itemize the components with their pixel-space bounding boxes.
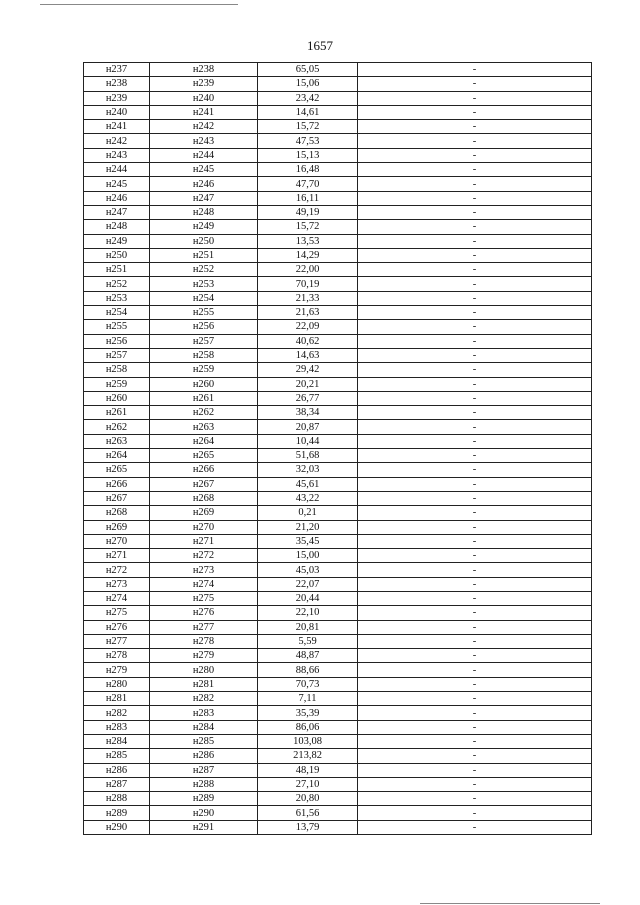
note-cell: -: [358, 649, 592, 663]
note-cell: -: [358, 234, 592, 248]
to-point-cell: н251: [150, 248, 258, 262]
table-row: [84, 520, 592, 534]
table-row: [84, 63, 592, 77]
note-cell: -: [358, 692, 592, 706]
from-point-cell: н283: [84, 720, 150, 734]
from-point-cell: н258: [84, 363, 150, 377]
note-cell: -: [358, 463, 592, 477]
from-point-cell: н253: [84, 291, 150, 305]
length-cell: 15,72: [258, 220, 358, 234]
from-point-cell: н256: [84, 334, 150, 348]
to-point-cell: н258: [150, 348, 258, 362]
to-point-cell: н253: [150, 277, 258, 291]
table-row: [84, 449, 592, 463]
from-point-cell: н261: [84, 406, 150, 420]
table-row: [84, 506, 592, 520]
table-row: [84, 348, 592, 362]
note-cell: -: [358, 191, 592, 205]
table-row: [84, 663, 592, 677]
length-cell: 15,13: [258, 148, 358, 162]
note-cell: -: [358, 534, 592, 548]
to-point-cell: н245: [150, 163, 258, 177]
table-row: [84, 163, 592, 177]
length-cell: 45,61: [258, 477, 358, 491]
table-row: [84, 763, 592, 777]
from-point-cell: н270: [84, 534, 150, 548]
to-point-cell: н283: [150, 706, 258, 720]
note-cell: -: [358, 391, 592, 405]
table-row: [84, 820, 592, 834]
note-cell: -: [358, 277, 592, 291]
to-point-cell: н261: [150, 391, 258, 405]
to-point-cell: н243: [150, 134, 258, 148]
length-cell: 40,62: [258, 334, 358, 348]
table-row: [84, 620, 592, 634]
note-cell: -: [358, 120, 592, 134]
length-cell: 213,82: [258, 749, 358, 763]
note-cell: -: [358, 706, 592, 720]
note-cell: -: [358, 749, 592, 763]
length-cell: 15,00: [258, 549, 358, 563]
from-point-cell: н247: [84, 205, 150, 219]
scan-artifact-top: [40, 4, 238, 5]
from-point-cell: н251: [84, 263, 150, 277]
from-point-cell: н276: [84, 620, 150, 634]
to-point-cell: н248: [150, 205, 258, 219]
from-point-cell: н249: [84, 234, 150, 248]
length-cell: 47,53: [258, 134, 358, 148]
note-cell: -: [358, 291, 592, 305]
length-cell: 45,03: [258, 563, 358, 577]
to-point-cell: н241: [150, 105, 258, 119]
to-point-cell: н285: [150, 734, 258, 748]
to-point-cell: н280: [150, 663, 258, 677]
page-number: 1657: [307, 38, 333, 53]
table-row: [84, 491, 592, 505]
from-point-cell: н243: [84, 148, 150, 162]
to-point-cell: н271: [150, 534, 258, 548]
note-cell: -: [358, 591, 592, 605]
length-cell: 86,06: [258, 720, 358, 734]
from-point-cell: н273: [84, 577, 150, 591]
from-point-cell: н252: [84, 277, 150, 291]
note-cell: -: [358, 248, 592, 262]
note-cell: -: [358, 148, 592, 162]
note-cell: -: [358, 77, 592, 91]
length-cell: 61,56: [258, 806, 358, 820]
table-row: [84, 749, 592, 763]
table-row: [84, 320, 592, 334]
from-point-cell: н255: [84, 320, 150, 334]
table-row: [84, 148, 592, 162]
to-point-cell: н286: [150, 749, 258, 763]
table-row: [84, 792, 592, 806]
note-cell: -: [358, 577, 592, 591]
length-cell: 20,21: [258, 377, 358, 391]
to-point-cell: н284: [150, 720, 258, 734]
from-point-cell: н277: [84, 634, 150, 648]
from-point-cell: н290: [84, 820, 150, 834]
from-point-cell: н257: [84, 348, 150, 362]
length-cell: 22,07: [258, 577, 358, 591]
length-cell: 51,68: [258, 449, 358, 463]
from-point-cell: н266: [84, 477, 150, 491]
length-cell: 21,20: [258, 520, 358, 534]
length-cell: 23,42: [258, 91, 358, 105]
length-cell: 21,63: [258, 306, 358, 320]
table-row: [84, 77, 592, 91]
table-row: [84, 191, 592, 205]
to-point-cell: н273: [150, 563, 258, 577]
to-point-cell: н257: [150, 334, 258, 348]
from-point-cell: н289: [84, 806, 150, 820]
note-cell: -: [358, 663, 592, 677]
to-point-cell: н272: [150, 549, 258, 563]
to-point-cell: н249: [150, 220, 258, 234]
length-cell: 70,73: [258, 677, 358, 691]
from-point-cell: н275: [84, 606, 150, 620]
length-cell: 49,19: [258, 205, 358, 219]
from-point-cell: н248: [84, 220, 150, 234]
from-point-cell: н246: [84, 191, 150, 205]
length-cell: 5,59: [258, 634, 358, 648]
length-cell: 21,33: [258, 291, 358, 305]
length-cell: 16,11: [258, 191, 358, 205]
to-point-cell: н279: [150, 649, 258, 663]
table-row: [84, 248, 592, 262]
table-row: [84, 177, 592, 191]
length-cell: 70,19: [258, 277, 358, 291]
note-cell: -: [358, 449, 592, 463]
length-cell: 22,10: [258, 606, 358, 620]
note-cell: -: [358, 792, 592, 806]
table-row: [84, 577, 592, 591]
from-point-cell: н245: [84, 177, 150, 191]
table-row: [84, 777, 592, 791]
note-cell: -: [358, 91, 592, 105]
table-row: [84, 291, 592, 305]
note-cell: -: [358, 105, 592, 119]
data-table: [83, 62, 592, 835]
from-point-cell: н238: [84, 77, 150, 91]
from-point-cell: н262: [84, 420, 150, 434]
to-point-cell: н289: [150, 792, 258, 806]
from-point-cell: н240: [84, 105, 150, 119]
note-cell: -: [358, 506, 592, 520]
from-point-cell: н250: [84, 248, 150, 262]
table-row: [84, 677, 592, 691]
table-row: [84, 534, 592, 548]
table-row: [84, 406, 592, 420]
length-cell: 13,79: [258, 820, 358, 834]
from-point-cell: н239: [84, 91, 150, 105]
note-cell: -: [358, 134, 592, 148]
table-row: [84, 120, 592, 134]
to-point-cell: н266: [150, 463, 258, 477]
to-point-cell: н268: [150, 491, 258, 505]
note-cell: -: [358, 677, 592, 691]
to-point-cell: н259: [150, 363, 258, 377]
length-cell: 48,87: [258, 649, 358, 663]
note-cell: -: [358, 491, 592, 505]
from-point-cell: н259: [84, 377, 150, 391]
note-cell: -: [358, 634, 592, 648]
table-row: [84, 277, 592, 291]
note-cell: -: [358, 549, 592, 563]
from-point-cell: н284: [84, 734, 150, 748]
note-cell: -: [358, 406, 592, 420]
table-row: [84, 692, 592, 706]
from-point-cell: н281: [84, 692, 150, 706]
from-point-cell: н265: [84, 463, 150, 477]
table-row: [84, 334, 592, 348]
to-point-cell: н256: [150, 320, 258, 334]
from-point-cell: н271: [84, 549, 150, 563]
from-point-cell: н286: [84, 763, 150, 777]
note-cell: -: [358, 734, 592, 748]
to-point-cell: н244: [150, 148, 258, 162]
to-point-cell: н260: [150, 377, 258, 391]
table-row: [84, 720, 592, 734]
note-cell: -: [358, 334, 592, 348]
length-cell: 27,10: [258, 777, 358, 791]
note-cell: -: [358, 820, 592, 834]
from-point-cell: н242: [84, 134, 150, 148]
from-point-cell: н288: [84, 792, 150, 806]
table-row: [84, 220, 592, 234]
length-cell: 22,00: [258, 263, 358, 277]
note-cell: -: [358, 763, 592, 777]
note-cell: -: [358, 363, 592, 377]
to-point-cell: н281: [150, 677, 258, 691]
note-cell: -: [358, 620, 592, 634]
from-point-cell: н282: [84, 706, 150, 720]
note-cell: -: [358, 377, 592, 391]
to-point-cell: н247: [150, 191, 258, 205]
from-point-cell: н267: [84, 491, 150, 505]
note-cell: -: [358, 777, 592, 791]
table-row: [84, 420, 592, 434]
to-point-cell: н267: [150, 477, 258, 491]
to-point-cell: н246: [150, 177, 258, 191]
length-cell: 15,72: [258, 120, 358, 134]
from-point-cell: н244: [84, 163, 150, 177]
note-cell: -: [358, 520, 592, 534]
from-point-cell: н279: [84, 663, 150, 677]
to-point-cell: н264: [150, 434, 258, 448]
from-point-cell: н268: [84, 506, 150, 520]
note-cell: -: [358, 806, 592, 820]
to-point-cell: н255: [150, 306, 258, 320]
to-point-cell: н262: [150, 406, 258, 420]
table-row: [84, 377, 592, 391]
table-row: [84, 634, 592, 648]
table-row: [84, 234, 592, 248]
table-row: [84, 306, 592, 320]
length-cell: 20,80: [258, 792, 358, 806]
length-cell: 13,53: [258, 234, 358, 248]
table-row: [84, 477, 592, 491]
to-point-cell: н250: [150, 234, 258, 248]
from-point-cell: н241: [84, 120, 150, 134]
from-point-cell: н264: [84, 449, 150, 463]
from-point-cell: н274: [84, 591, 150, 605]
from-point-cell: н280: [84, 677, 150, 691]
length-cell: 15,06: [258, 77, 358, 91]
table-row: [84, 391, 592, 405]
to-point-cell: н270: [150, 520, 258, 534]
to-point-cell: н274: [150, 577, 258, 591]
to-point-cell: н239: [150, 77, 258, 91]
note-cell: -: [358, 420, 592, 434]
table-row: [84, 591, 592, 605]
note-cell: -: [358, 163, 592, 177]
note-cell: -: [358, 348, 592, 362]
table-row: [84, 806, 592, 820]
to-point-cell: н269: [150, 506, 258, 520]
note-cell: -: [358, 477, 592, 491]
to-point-cell: н238: [150, 63, 258, 77]
table-row: [84, 363, 592, 377]
to-point-cell: н263: [150, 420, 258, 434]
to-point-cell: н278: [150, 634, 258, 648]
length-cell: 47,70: [258, 177, 358, 191]
table-row: [84, 134, 592, 148]
note-cell: -: [358, 434, 592, 448]
length-cell: 43,22: [258, 491, 358, 505]
length-cell: 14,63: [258, 348, 358, 362]
note-cell: -: [358, 306, 592, 320]
to-point-cell: н291: [150, 820, 258, 834]
length-cell: 35,39: [258, 706, 358, 720]
to-point-cell: н277: [150, 620, 258, 634]
length-cell: 29,42: [258, 363, 358, 377]
from-point-cell: н254: [84, 306, 150, 320]
note-cell: -: [358, 563, 592, 577]
note-cell: -: [358, 177, 592, 191]
to-point-cell: н240: [150, 91, 258, 105]
to-point-cell: н275: [150, 591, 258, 605]
length-cell: 7,11: [258, 692, 358, 706]
note-cell: -: [358, 606, 592, 620]
length-cell: 20,81: [258, 620, 358, 634]
to-point-cell: н288: [150, 777, 258, 791]
length-cell: 20,87: [258, 420, 358, 434]
length-cell: 10,44: [258, 434, 358, 448]
table-row: [84, 649, 592, 663]
length-cell: 0,21: [258, 506, 358, 520]
table-row: [84, 263, 592, 277]
to-point-cell: н282: [150, 692, 258, 706]
from-point-cell: н287: [84, 777, 150, 791]
length-cell: 16,48: [258, 163, 358, 177]
length-cell: 14,29: [258, 248, 358, 262]
length-cell: 65,05: [258, 63, 358, 77]
from-point-cell: н263: [84, 434, 150, 448]
from-point-cell: н285: [84, 749, 150, 763]
table-row: [84, 105, 592, 119]
note-cell: -: [358, 320, 592, 334]
to-point-cell: н287: [150, 763, 258, 777]
table-row: [84, 549, 592, 563]
note-cell: -: [358, 205, 592, 219]
table-row: [84, 463, 592, 477]
from-point-cell: н269: [84, 520, 150, 534]
note-cell: -: [358, 720, 592, 734]
length-cell: 48,19: [258, 763, 358, 777]
length-cell: 26,77: [258, 391, 358, 405]
scan-artifact-bottom: [420, 903, 600, 904]
table-row: [84, 434, 592, 448]
to-point-cell: н290: [150, 806, 258, 820]
length-cell: 103,08: [258, 734, 358, 748]
length-cell: 32,03: [258, 463, 358, 477]
length-cell: 38,34: [258, 406, 358, 420]
note-cell: -: [358, 220, 592, 234]
table-body: [84, 63, 592, 835]
from-point-cell: н278: [84, 649, 150, 663]
to-point-cell: н252: [150, 263, 258, 277]
length-cell: 14,61: [258, 105, 358, 119]
from-point-cell: н237: [84, 63, 150, 77]
note-cell: -: [358, 63, 592, 77]
length-cell: 35,45: [258, 534, 358, 548]
table-row: [84, 706, 592, 720]
to-point-cell: н276: [150, 606, 258, 620]
to-point-cell: н265: [150, 449, 258, 463]
from-point-cell: н272: [84, 563, 150, 577]
to-point-cell: н242: [150, 120, 258, 134]
table-row: [84, 205, 592, 219]
length-cell: 88,66: [258, 663, 358, 677]
table-row: [84, 734, 592, 748]
to-point-cell: н254: [150, 291, 258, 305]
table-row: [84, 606, 592, 620]
table-row: [84, 91, 592, 105]
from-point-cell: н260: [84, 391, 150, 405]
length-cell: 20,44: [258, 591, 358, 605]
table-row: [84, 563, 592, 577]
note-cell: -: [358, 263, 592, 277]
length-cell: 22,09: [258, 320, 358, 334]
